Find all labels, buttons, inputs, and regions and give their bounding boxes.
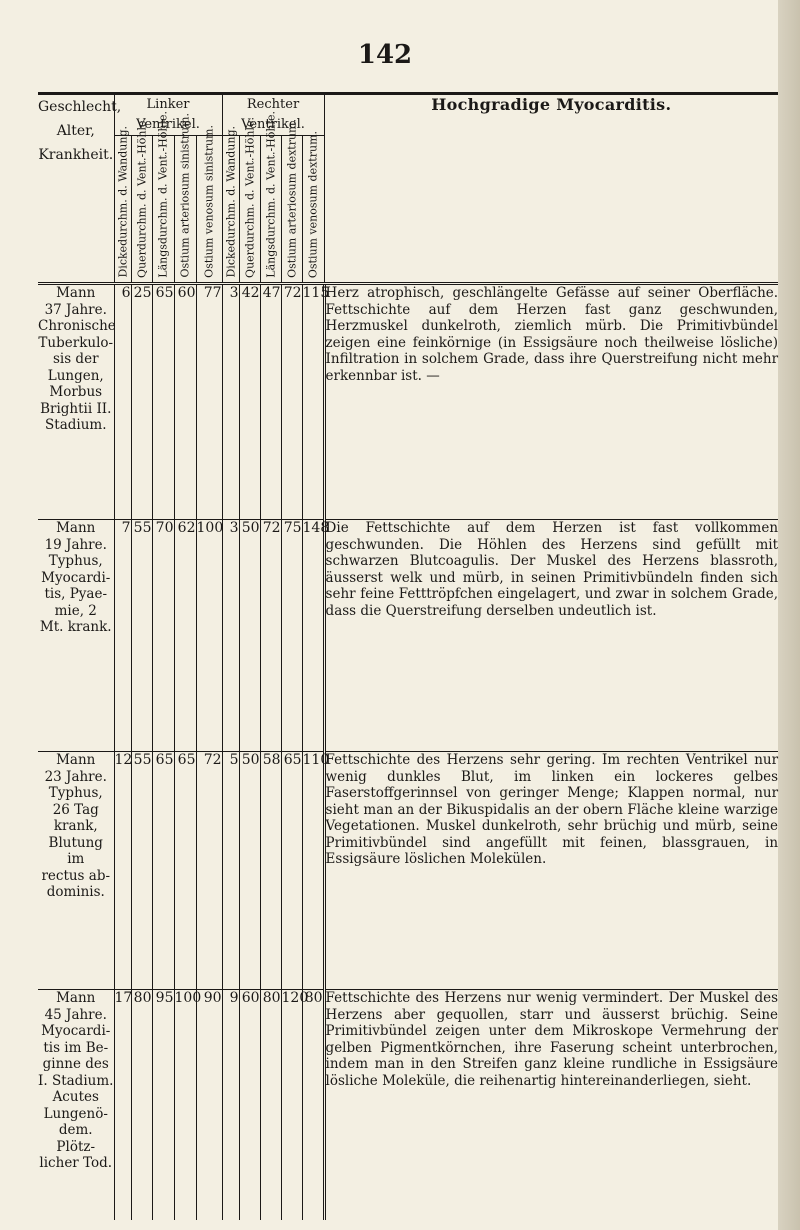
patient-line: Blutung im [48, 834, 103, 867]
patient-line: Stadium. [45, 417, 107, 433]
header-left-line: Geschlecht, [38, 99, 122, 115]
table-row [38, 752, 778, 990]
column-header [152, 111, 174, 284]
column-header-label: Querdurchm. d. Vent.-Höhle. [243, 117, 257, 278]
value-cell: 25 [131, 284, 152, 520]
myocarditis-table [38, 92, 778, 1220]
value-cell: 6 [114, 284, 131, 520]
value-cell: 70 [152, 520, 174, 752]
patient-cell [38, 990, 114, 1220]
column-header [222, 126, 239, 284]
patient-line: Mann [56, 285, 96, 301]
description-cell: Herz atrophisch, geschlängelte Gefässe auf seiner Oberfläche. Fettschichte auf dem Herzen fast ganz geschwunden, Herzmuskel dunkelroth, ziemlich mürb. Die Primitivbündel zeigen eine feinkörnige (in Essigsäure noch theilweise lösliche) Infiltration in solchem Grade, dass ihre Querstreifung nicht mehr erkennbar ist. — [324, 284, 778, 520]
patient-line: I. Stadium. [38, 1072, 114, 1089]
column-header [281, 119, 302, 284]
column-header-label: Ostium arteriosum sinistrum. [178, 113, 192, 278]
header-left-line: Alter, [56, 123, 95, 139]
table-row [38, 520, 778, 752]
value-cell: 95 [152, 990, 174, 1220]
patient-line: mie, 2 [54, 602, 97, 619]
value-cell: 65 [152, 752, 174, 990]
value-cell: 60 [174, 284, 196, 520]
value-cell: 58 [260, 752, 281, 990]
header-left-line: Krankheit. [38, 147, 114, 163]
patient-cell [38, 520, 114, 752]
column-header-label: Querdurchm. d. Vent.-Höhle. [135, 117, 148, 278]
header-left [38, 94, 122, 284]
value-cell: 100 [196, 520, 222, 752]
value-cell: 50 [239, 520, 260, 752]
value-cell: 3 [222, 284, 239, 520]
patient-line: licher Tod. [39, 1155, 113, 1171]
value-cell: 100 [174, 990, 196, 1220]
patient-line: Mt. krank. [39, 619, 112, 635]
value-cell: 60 [239, 990, 260, 1220]
group-left-ventricle: Linker Ventrikel. [114, 94, 222, 136]
patient-line: tis im Be- [43, 1039, 109, 1056]
value-cell: 90 [196, 990, 222, 1220]
patient-line: Tuberkulo- [38, 334, 114, 351]
value-cell: 148 [302, 520, 324, 752]
patient-line: Morbus [49, 384, 103, 400]
description-cell: Fettschichte des Herzens nur wenig vermindert. Der Muskel des Herzens aber gequollen, starr und äusserst brüchig. Seine Primitivbündel zeigen unter dem Mikroskope Vermehrung der gelben Pigmentkörnchen, ihre Faserung scheint unterbrochen, indem man in den Streifen ganz kleine rundliche in Essigsäure lösliche Moleküle, die reihenartig hintereinanderliegen, sieht. [324, 990, 778, 1220]
patient-line: Chronische [38, 318, 116, 334]
column-header-label: Ostium venosum dextrum. [306, 130, 320, 278]
patient-line: Typhus, [48, 553, 103, 569]
value-cell: 9 [222, 990, 239, 1220]
patient-line: ginne des [42, 1056, 109, 1072]
value-cell: 42 [239, 284, 260, 520]
column-header [174, 113, 196, 284]
patient-line: Myocardi- [41, 1023, 111, 1039]
value-cell: 77 [196, 284, 222, 520]
column-header-label: Längsdurchm. d. Vent.-Höhle. [156, 111, 170, 278]
patient-line: Myocardi- [41, 569, 111, 586]
value-cell: 47 [260, 284, 281, 520]
patient-line: 19 Jahre. [44, 536, 107, 553]
patient-line: Brightii II. [40, 400, 112, 417]
patient-cell [38, 284, 114, 520]
page-edge [778, 0, 800, 1230]
patient-line: sis der [52, 351, 99, 367]
patient-line: Lungen, [47, 367, 104, 384]
value-cell: 80 [302, 990, 324, 1220]
column-header-label: Dickedurchm. d. Wandung. [224, 126, 238, 278]
patient-line: Lungenö- [43, 1105, 108, 1122]
patient-line: krank, [53, 818, 98, 834]
value-cell: 65 [174, 752, 196, 990]
patient-line: dominis. [46, 884, 105, 900]
value-cell: 120 [281, 990, 302, 1220]
header-title: Hochgradige Myocarditis. [324, 94, 778, 284]
value-cell: 72 [196, 752, 222, 990]
column-header-label: Ostium arteriosum dextrum. [285, 119, 299, 278]
value-cell: 72 [281, 284, 302, 520]
value-cell: 80 [260, 990, 281, 1220]
value-cell: 55 [131, 520, 152, 752]
column-header [131, 117, 152, 284]
patient-line: Acutes [52, 1089, 99, 1105]
table-row [38, 990, 778, 1220]
group-right-ventricle: Rechter Ventrikel. [222, 94, 324, 136]
patient-line: 37 Jahre. [44, 301, 107, 318]
value-cell: 72 [260, 520, 281, 752]
patient-line: Mann [56, 752, 96, 768]
patient-line: 23 Jahre. [44, 768, 107, 785]
value-cell: 115 [302, 284, 324, 520]
patient-cell [38, 752, 114, 990]
value-cell: 5 [222, 752, 239, 990]
description-cell: Die Fettschichte auf dem Herzen ist fast vollkommen geschwunden. Die Höhlen des Herzens sind gefüllt mit schwarzen Blutcoagulis. Der Muskel des Herzens blassroth, äusserst welk und mürb, in seinen Primitivbündeln finden sich sehr feine Fetttröpfchen eingelagert, und zwar in solchem Grade, dass die Querstreifung derselben undeutlich ist. [324, 520, 778, 752]
page-number: 142 [357, 40, 413, 70]
value-cell: 55 [131, 752, 152, 990]
patient-line: Typhus, [48, 785, 103, 801]
patient-line: dem. Plötz- [56, 1122, 96, 1155]
table-row [38, 284, 778, 520]
patient-line: Mann [56, 990, 96, 1006]
value-cell: 17 [114, 990, 131, 1220]
description-cell: Fettschichte des Herzens sehr gering. Im rechten Ventrikel nur wenig dunkles Blut, im linken ein lockeres gelbes Faserstoffgerinnsel von geringer Menge; Klappen normal, nur sieht man an der Bikuspidalis an der obern Fläche kleine warzige Vegetationen. Muskel dunkelroth, sehr brüchig und mürb, seine Primitivbündel sind angefüllt mit feinen, blassgrauen, in Essigsäure löslichen Molekülen. [324, 752, 778, 990]
column-header [302, 130, 324, 284]
column-header [260, 111, 281, 284]
value-cell: 110 [302, 752, 324, 990]
value-cell: 3 [222, 520, 239, 752]
value-cell: 75 [281, 520, 302, 752]
column-header [239, 117, 260, 284]
column-header-label: Längsdurchm. d. Vent.-Höhle. [264, 111, 278, 278]
value-cell: 65 [281, 752, 302, 990]
value-cell: 12 [114, 752, 131, 990]
column-header [114, 126, 131, 284]
value-cell: 65 [152, 284, 174, 520]
patient-line: Mann [56, 520, 96, 536]
patient-line: 26 Tag [52, 801, 99, 818]
value-cell: 50 [239, 752, 260, 990]
column-header-label: Dickedurchm. d. Wandung. [116, 126, 129, 278]
patient-line: 45 Jahre. [44, 1006, 107, 1023]
value-cell: 80 [131, 990, 152, 1220]
value-cell: 7 [114, 520, 131, 752]
patient-line: tis, Pyae- [44, 586, 108, 602]
patient-line: rectus ab- [41, 867, 111, 884]
column-header-label: Ostium venosum sinistrum. [202, 125, 216, 278]
value-cell: 62 [174, 520, 196, 752]
column-header [196, 125, 222, 284]
